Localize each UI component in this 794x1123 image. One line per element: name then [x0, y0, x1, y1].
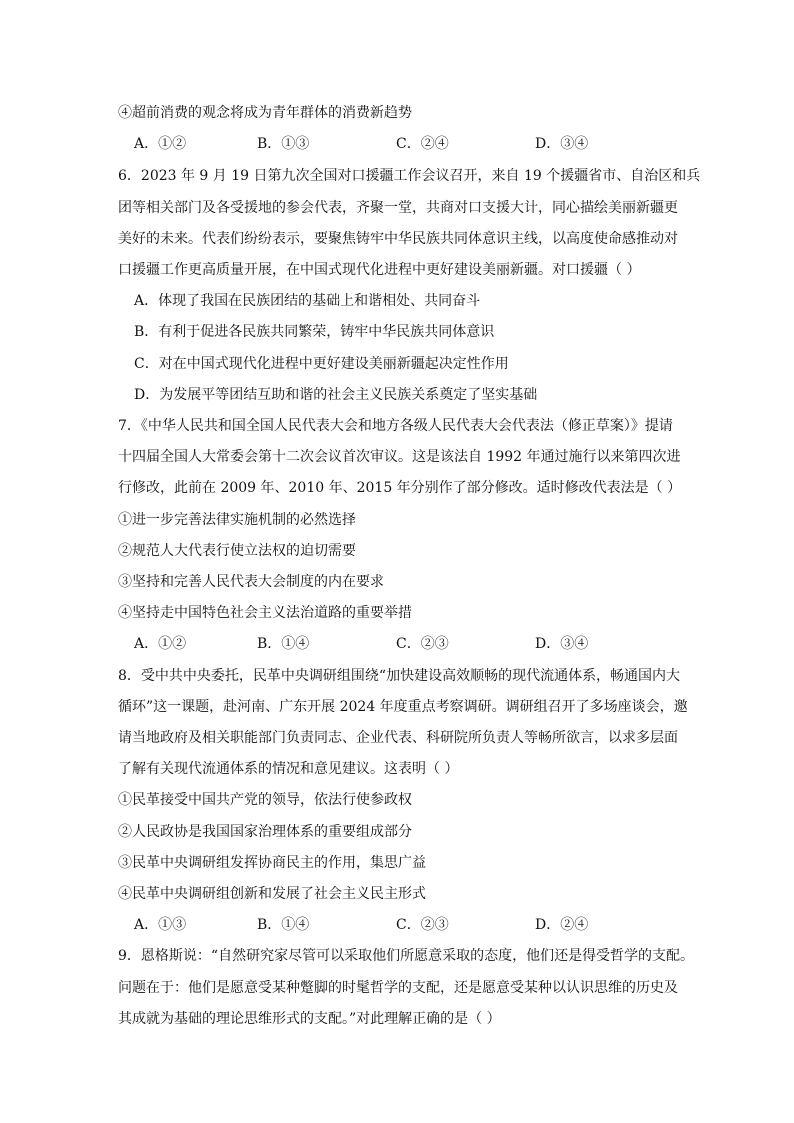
q9-stem-line-2: 问题在于：他们是愿意受某种蹩脚的时髦哲学的支配，还是愿意受某种以认识思维的历史及 — [118, 980, 678, 996]
q6-stem-line-2: 团等相关部门及各受援地的参会代表，齐聚一堂，共商对口支援大计，同心描绘美丽新疆更 — [118, 200, 678, 216]
q6-stem-line-4: 口援疆工作更高质量开展，在中国式现代化进程中更好建设美丽新疆。对口援疆（ ） — [118, 262, 641, 278]
q7-stem-line-1: 7．《中华人民共和国全国人民代表大会和地方各级人民代表大会代表法（修正草案）》提请 — [118, 418, 673, 434]
q8-option-b: B．①④ — [257, 917, 310, 933]
q7-option-b: B．①④ — [257, 636, 310, 652]
q7-statement-1: ①进一步完善法律实施机制的必然选择 — [118, 512, 356, 528]
q8-stem-line-4: 了解有关现代流通体系的情况和意见建议。这表明（ ） — [118, 761, 459, 777]
q7-option-a: A．①② — [134, 636, 187, 652]
q8-statement-1: ①民革接受中国共产党的领导，依法行使参政权 — [118, 792, 412, 808]
q8-option-c: C．②③ — [396, 917, 449, 933]
q5-statement-4: ④超前消费的观念将成为青年群体的消费新趋势 — [118, 105, 412, 121]
q5-option-d: D．③④ — [535, 136, 589, 152]
q7-option-d: D．③④ — [535, 636, 589, 652]
q9-stem-line-1: 9．恩格斯说：“自然研究家尽管可以采取他们所愿意采取的态度，他们还是得受哲学的支配。 — [118, 948, 695, 964]
q7-option-c: C．②③ — [396, 636, 449, 652]
q7-stem-line-3: 行修改，此前在 2009 年、2010 年、2015 年分别作了部分修改。适时修改代表法是（ ） — [118, 480, 682, 496]
q5-option-a: A．①② — [134, 136, 187, 152]
q8-stem-line-3: 请当地政府及相关职能部门负责同志、企业代表、科研院所负责人等畅所欲言，以求多层面 — [118, 730, 678, 746]
q6-choice-a: A．体现了我国在民族团结的基础上和谐相处、共同奋斗 — [134, 293, 481, 309]
q8-stem-line-2: 循环”这一课题，赴河南、广东开展 2024 年度重点考察调研。调研组召开了多场座谈会，邀 — [118, 699, 688, 715]
q6-choice-d: D．为发展平等团结互助和谐的社会主义民族关系奠定了坚实基础 — [134, 387, 538, 403]
q7-statement-3: ③坚持和完善人民代表大会制度的内在要求 — [118, 574, 384, 590]
q5-option-b: B．①③ — [257, 136, 310, 152]
q8-statement-3: ③民革中央调研组发挥协商民主的作用，集思广益 — [118, 855, 426, 871]
q5-option-c: C．②④ — [396, 136, 449, 152]
q8-option-d: D．②④ — [535, 917, 589, 933]
q8-option-a: A．①③ — [134, 917, 187, 933]
q6-choice-c: C．对在中国式现代化进程中更好建设美丽新疆起决定性作用 — [134, 356, 509, 372]
q8-stem-line-1: 8．受中共中央委托，民革中央调研组围绕“加快建设高效顺畅的现代流通体系，畅通国内大 — [118, 668, 681, 684]
q6-choice-b: B．有利于促进各民族共同繁荣，铸牢中华民族共同体意识 — [134, 324, 495, 340]
q7-statement-2: ②规范人大代表行使立法权的迫切需要 — [118, 543, 356, 559]
q6-stem-line-3: 美好的未来。代表们纷纷表示，要聚焦铸牢中华民族共同体意识主线，以高度使命感推动对 — [118, 231, 678, 247]
q6-stem-line-1: 6．2023 年 9 月 19 日第九次全国对口援疆工作会议召开，来自 19 个援疆省市、自治区和兵 — [118, 168, 701, 184]
q8-statement-4: ④民革中央调研组创新和发展了社会主义民主形式 — [118, 886, 426, 902]
q7-stem-line-2: 十四届全国人大常委会第十二次会议首次审议。这是该法自 1992 年通过施行以来第四次进 — [118, 449, 681, 465]
q8-statement-2: ②人民政协是我国国家治理体系的重要组成部分 — [118, 824, 412, 840]
q9-stem-line-3: 其成就为基础的理论思维形式的支配。”对此理解正确的是（ ） — [118, 1011, 501, 1027]
q7-statement-4: ④坚持走中国特色社会主义法治道路的重要举措 — [118, 605, 412, 621]
